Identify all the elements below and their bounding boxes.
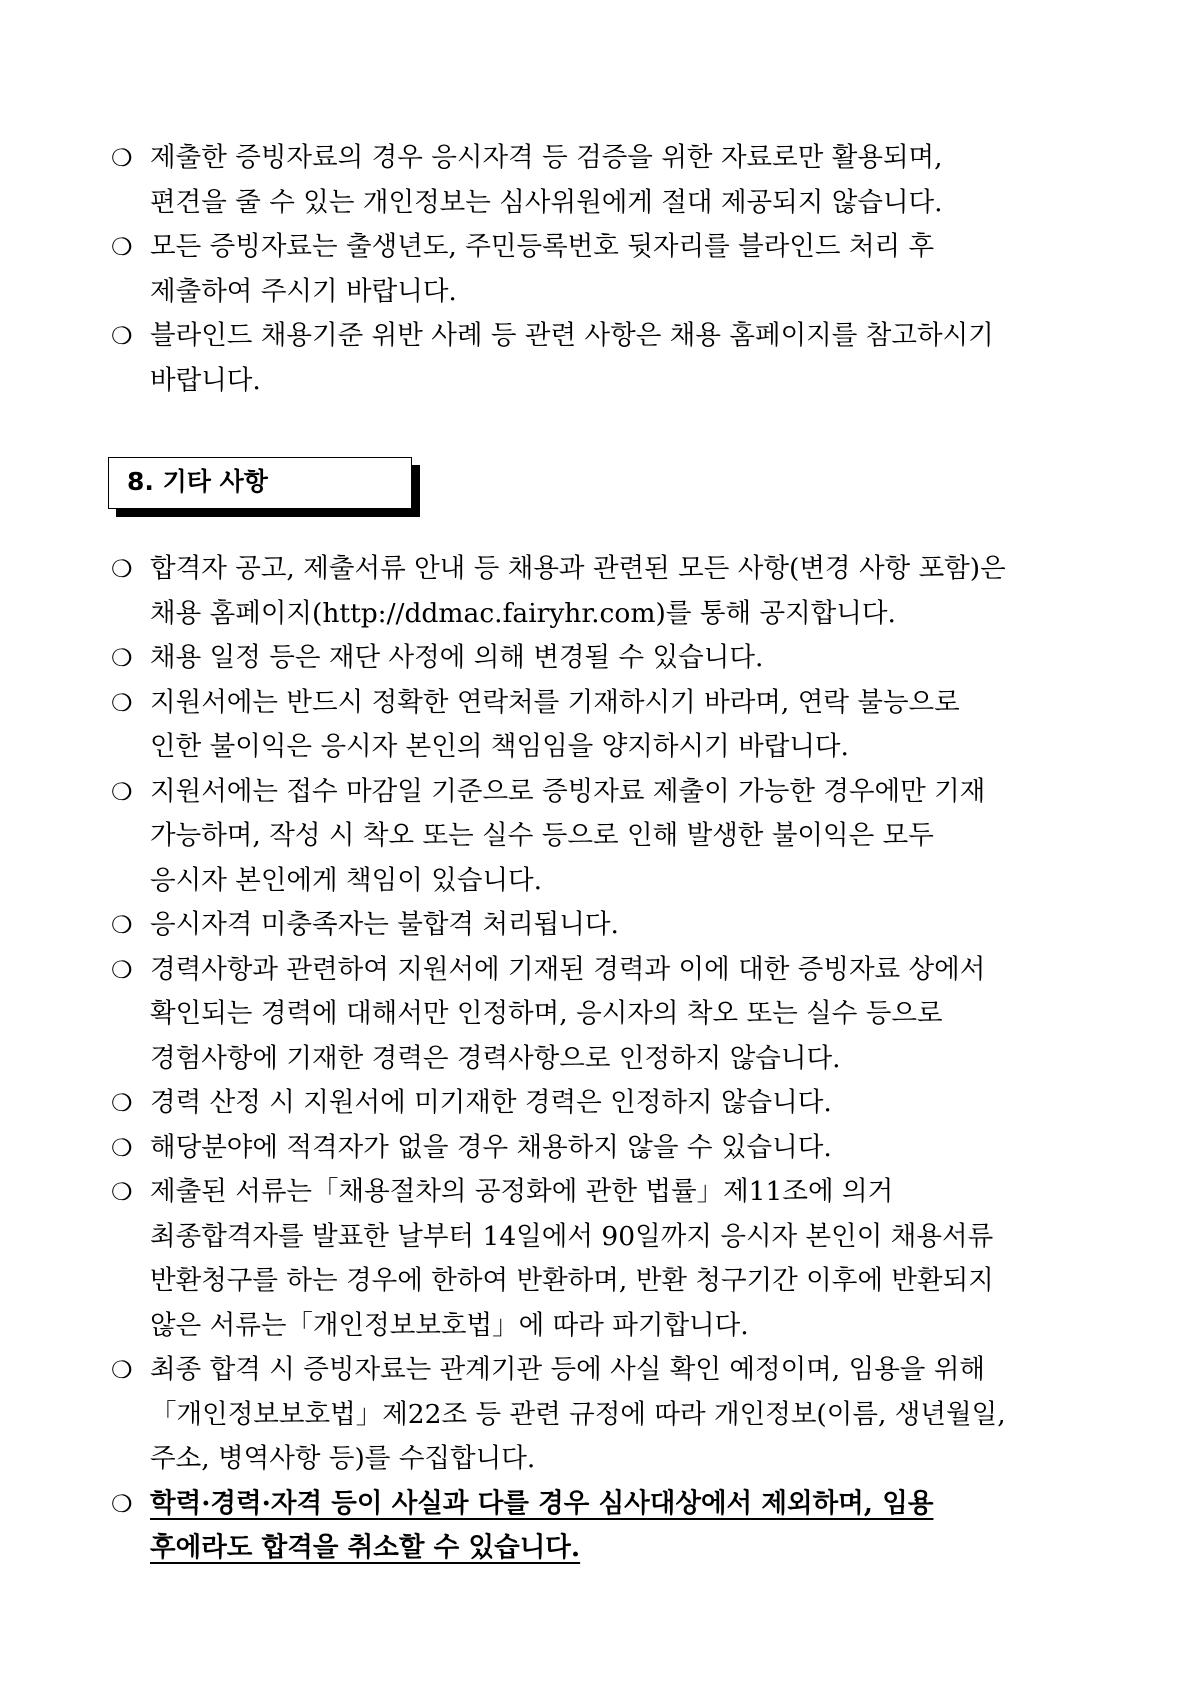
list-item-emphasis [111, 1482, 1121, 1571]
item-line: 경력 산정 시 지원서에 미기재한 경력은 인정하지 않습니다. [150, 1087, 832, 1118]
item-line: 지원서에는 반드시 정확한 연락처를 기재하시기 바라며, 연락 불능으로 [150, 686, 960, 718]
item-line: 학력·경력·자격 등이 사실과 다를 경우 심사대상에서 제외하며, 임용 [150, 1487, 934, 1519]
item-line: 지원서에는 접수 마감일 기준으로 증빙자료 제출이 가능한 경우에만 기재 [150, 775, 986, 807]
list-item [111, 1170, 1121, 1348]
item-line: 모든 증빙자료는 출생년도, 주민등록번호 뒷자리를 블라인드 처리 후 [150, 231, 935, 262]
list-item [111, 136, 1121, 225]
item-line: 합격자 공고, 제출서류 안내 등 채용과 관련된 모든 사항(변경 사항 포함)은 [150, 553, 1006, 584]
list-item [111, 225, 1121, 314]
circle-bullet-icon: ❍ [111, 688, 133, 717]
item-line: 제출하여 주시기 바랍니다. [150, 275, 457, 307]
list-item [111, 681, 1121, 770]
circle-bullet-icon: ❍ [111, 1356, 133, 1384]
circle-bullet-icon: ❍ [111, 233, 133, 261]
section-heading-box [108, 457, 412, 509]
item-line: 응시자 본인에게 책임이 있습니다. [150, 864, 543, 896]
list-item [111, 547, 1121, 636]
item-line: 제출한 증빙자료의 경우 응시자격 등 검증을 위한 자료로만 활용되며, [150, 142, 943, 173]
list-item [111, 1081, 1121, 1126]
item-line: 바랍니다. [150, 364, 261, 396]
circle-bullet-icon: ❍ [111, 1489, 133, 1518]
circle-bullet-icon: ❍ [111, 1178, 133, 1206]
item-line: 인한 불이익은 응시자 본인의 책임임을 양지하시기 바랍니다. [150, 731, 849, 762]
item-line: 채용 홈페이지(http://ddmac.fairyhr.com)를 통해 공지합니다. [150, 597, 896, 629]
item-line: 가능하며, 작성 시 착오 또는 실수 등으로 인해 발생한 불이익은 모두 [150, 820, 934, 851]
item-line: 않은 서류는「개인정보보호법」에 따라 파기합니다. [150, 1309, 749, 1341]
list-item [111, 636, 1121, 681]
circle-bullet-icon: ❍ [111, 144, 133, 172]
section-title: 8. 기타 사항 [127, 467, 268, 496]
list-item [111, 903, 1121, 948]
list-item [111, 948, 1121, 1082]
item-line: 「개인정보보호법」제22조 등 관련 규정에 따라 개인정보(이름, 생년월일, [150, 1398, 1006, 1430]
circle-bullet-icon: ❍ [111, 777, 133, 806]
top-notes-list [111, 136, 1121, 403]
circle-bullet-icon: ❍ [111, 555, 133, 583]
item-line: 최종합격자를 발표한 날부터 14일에서 90일까지 응시자 본인이 채용서류 [150, 1220, 994, 1252]
item-line: 응시자격 미충족자는 불합격 처리됩니다. [150, 909, 619, 940]
circle-bullet-icon: ❍ [111, 911, 133, 939]
item-line: 편견을 줄 수 있는 개인정보는 심사위원에게 절대 제공되지 않습니다. [150, 186, 943, 218]
item-line: 최종 합격 시 증빙자료는 관계기관 등에 사실 확인 예정이며, 임용을 위해 [150, 1354, 986, 1385]
list-item [111, 1348, 1121, 1482]
item-line: 블라인드 채용기준 위반 사례 등 관련 사항은 채용 홈페이지를 참고하시기 [150, 320, 994, 351]
item-line: 해당분야에 적격자가 없을 경우 채용하지 않을 수 있습니다. [150, 1131, 832, 1163]
circle-bullet-icon: ❍ [111, 1089, 133, 1117]
item-line: 후에라도 합격을 취소할 수 있습니다. [150, 1532, 581, 1563]
item-line: 확인되는 경력에 대해서만 인정하며, 응시자의 착오 또는 실수 등으로 [150, 998, 943, 1029]
circle-bullet-icon: ❍ [111, 1133, 133, 1162]
circle-bullet-icon: ❍ [111, 955, 133, 984]
item-line: 경력사항과 관련하여 지원서에 기재된 경력과 이에 대한 증빙자료 상에서 [150, 953, 986, 985]
list-item [111, 314, 1121, 403]
other-matters-list [111, 547, 1121, 1571]
item-line: 반환청구를 하는 경우에 한하여 반환하며, 반환 청구기간 이후에 반환되지 [150, 1265, 994, 1296]
item-line: 주소, 병역사항 등)를 수집합니다. [150, 1443, 536, 1474]
circle-bullet-icon: ❍ [111, 644, 133, 672]
item-line: 경험사항에 기재한 경력은 경력사항으로 인정하지 않습니다. [150, 1042, 841, 1074]
list-item [111, 1126, 1121, 1171]
circle-bullet-icon: ❍ [111, 322, 133, 350]
item-line: 채용 일정 등은 재단 사정에 의해 변경될 수 있습니다. [150, 642, 764, 673]
list-item [111, 770, 1121, 904]
item-line: 제출된 서류는「채용절차의 공정화에 관한 법률」제11조에 의거 [150, 1176, 894, 1207]
